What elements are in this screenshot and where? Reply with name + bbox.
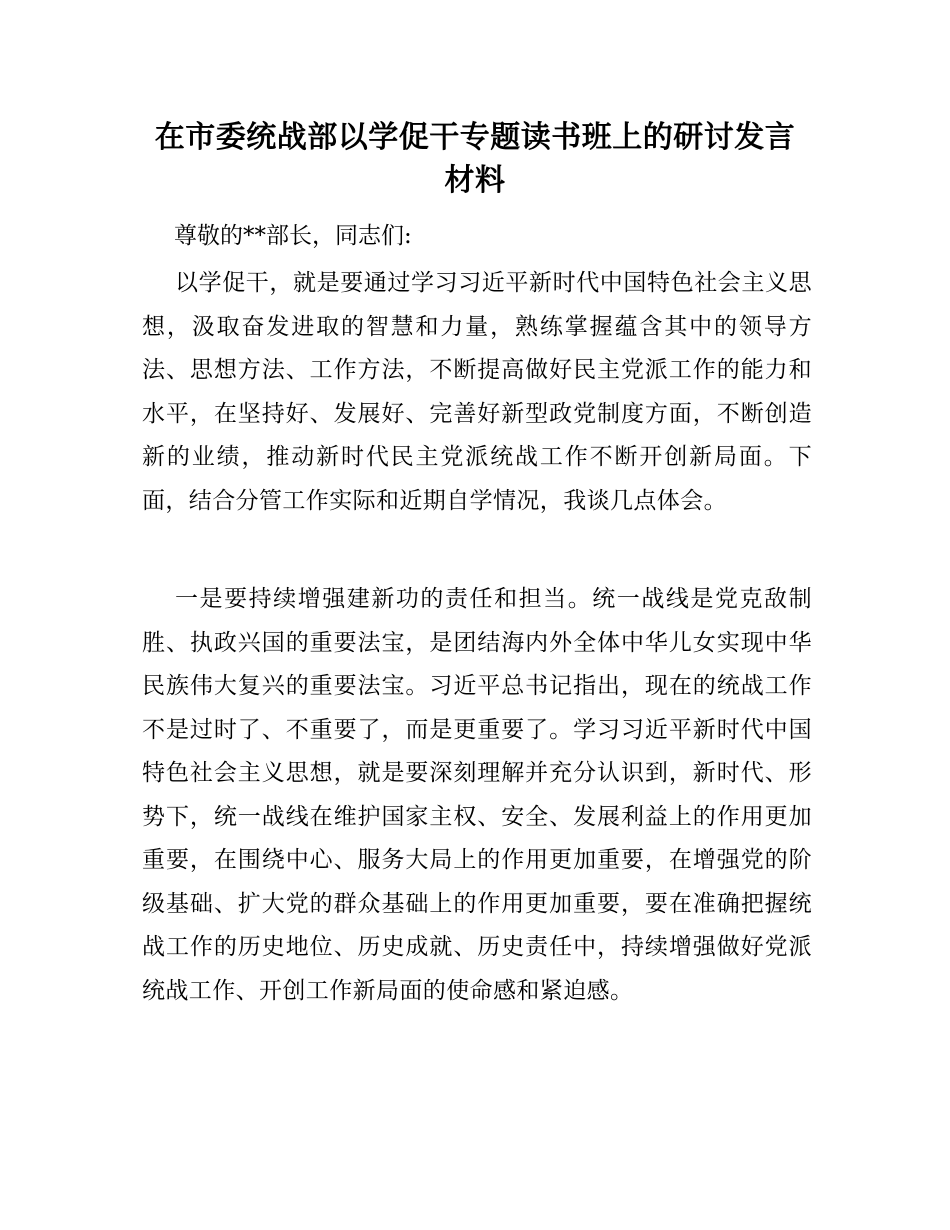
salutation: 尊敬的**部长，同志们: (174, 223, 412, 249)
document-title: 在市委统战部以学促干专题读书班上的研讨发言材料 (154, 120, 796, 198)
paragraph-intro: 以学促干，就是要通过学习习近平新时代中国特色社会主义思想，汲取奋发进取的智慧和力量，熟练掌握蕴含其中的领导方法、思想方法、工作方法，不断提高做好民主党派工作的能力和水平，在坚持好、发展好、完善好新型政党制度方面，不断创造新的业绩，推动新时代民主党派统战工作不断开创新局面。下面，结合分管工作实际和近期自学情况，我谈几点体会。 (142, 270, 812, 514)
paragraph-point-one: 一是要持续增强建新功的责任和担当。统一战线是党克敌制胜、执政兴国的重要法宝，是团结海内外全体中华儿女实现中华民族伟大复兴的重要法宝。习近平总书记指出，现在的统战工作不是过时了、不重要了，而是更重要了。学习习近平新时代中国特色社会主义思想，就是要深刻理解并充分认识到，新时代、形势下，统一战线在维护国家主权、安全、发展利益上的作用更加重要，在围绕中心、服务大局上的作用更加重要，在增强党的阶级基础、扩大党的群众基础上的作用更加重要，要在准确把握统战工作的历史地位、历史成就、历史责任中，持续增强做好党派统战工作、开创工作新局面的使命感和紧迫感。 (142, 586, 812, 1004)
